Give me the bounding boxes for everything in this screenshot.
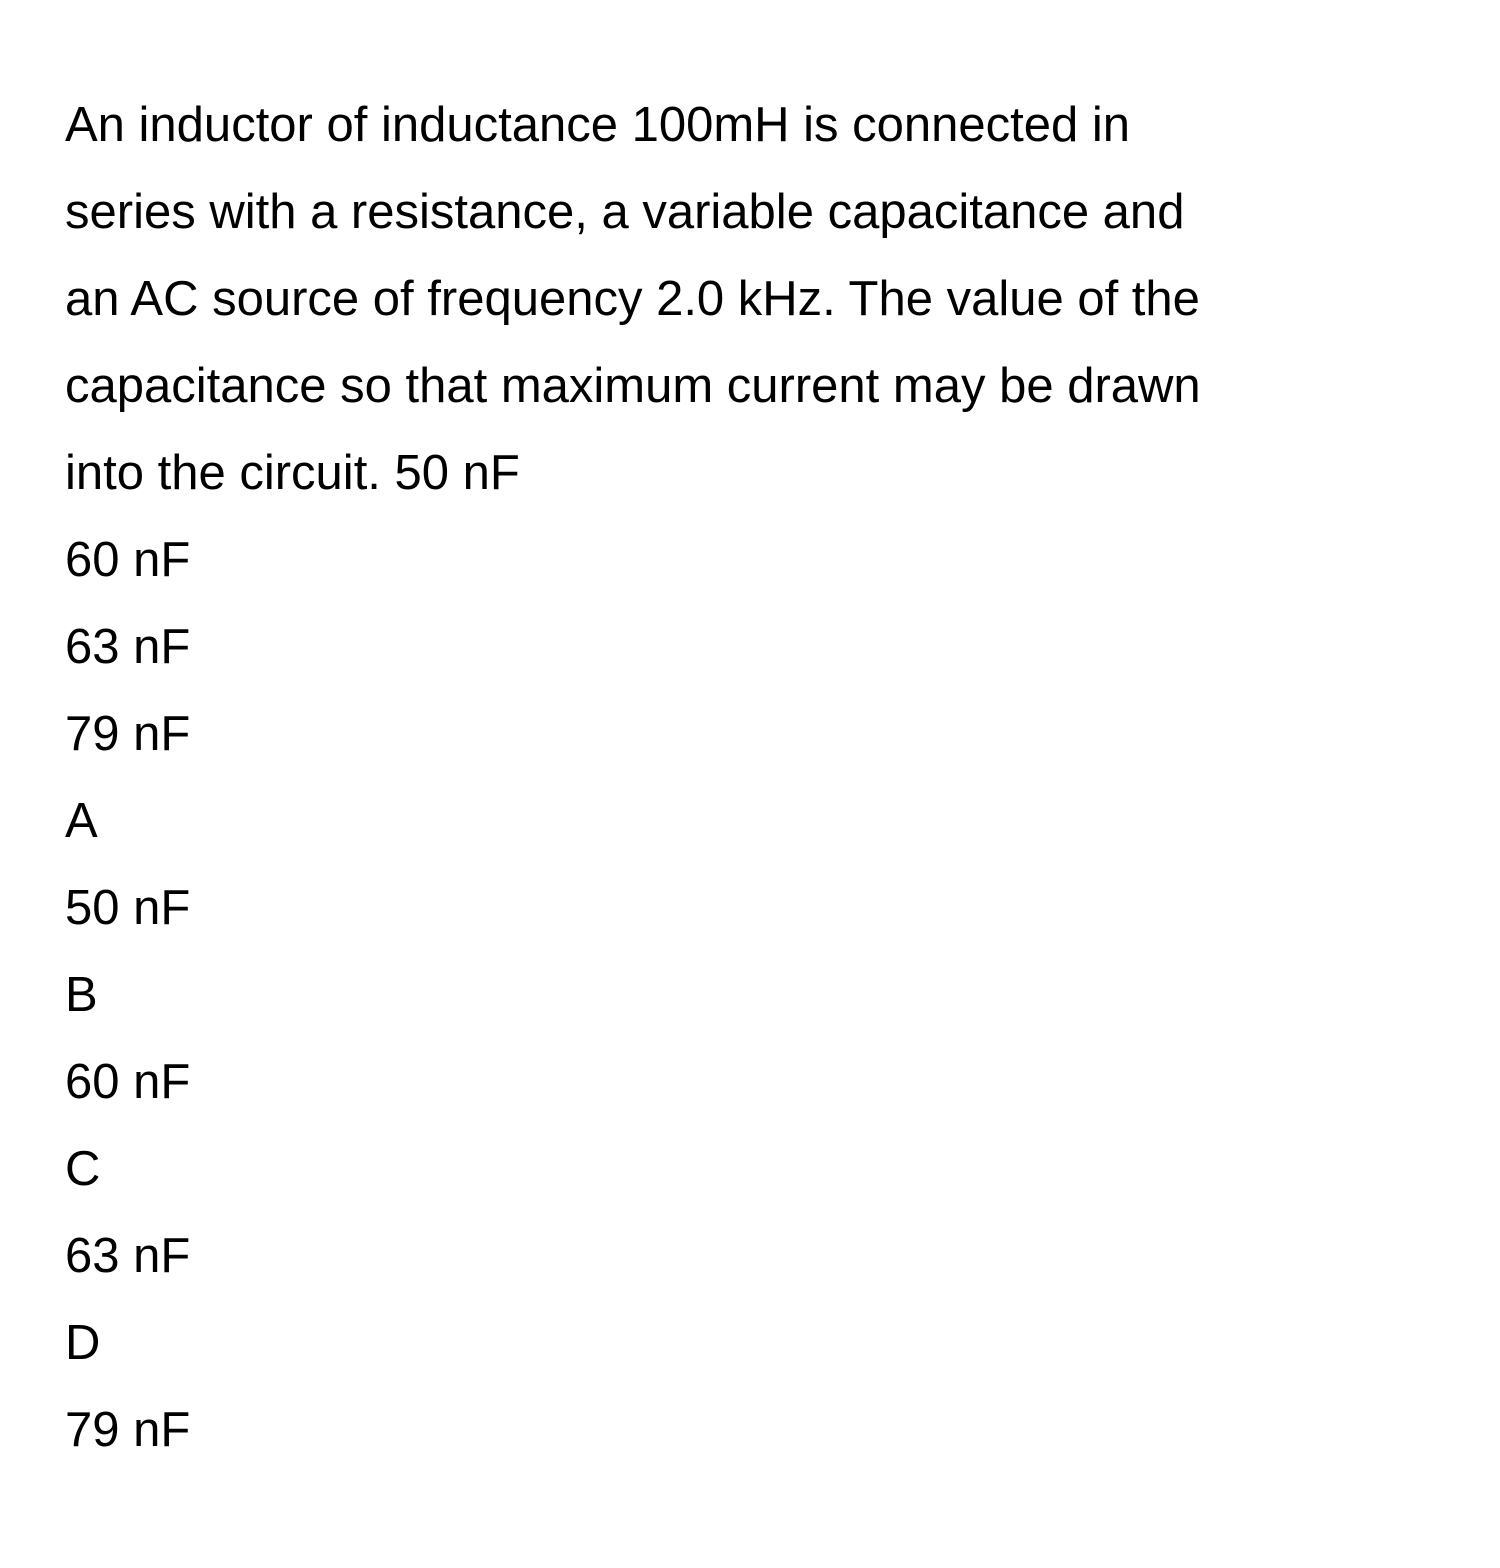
- question-document: [65, 82, 1445, 1474]
- option-b-letter: B: [65, 968, 98, 1022]
- answer-options: [65, 778, 1445, 1474]
- question-line-5: into the circuit. 50 nF: [65, 446, 520, 500]
- option-a-text: 50 nF: [65, 881, 191, 935]
- question-line-3: an AC source of frequency 2.0 kHz. The value of the: [65, 272, 1200, 326]
- option-d[interactable]: [65, 1300, 1445, 1474]
- option-a-letter: A: [65, 794, 98, 848]
- question-extra-line-3: 79 nF: [65, 707, 191, 761]
- option-c-letter: C: [65, 1142, 101, 1196]
- option-b[interactable]: [65, 952, 1445, 1126]
- option-a[interactable]: [65, 778, 1445, 952]
- option-d-letter: D: [65, 1316, 101, 1370]
- question-line-4: capacitance so that maximum current may be drawn: [65, 359, 1201, 413]
- question-extra-line-1: 60 nF: [65, 533, 191, 587]
- question-line-2: series with a resistance, a variable capacitance and: [65, 185, 1185, 239]
- option-c[interactable]: [65, 1126, 1445, 1300]
- question-line-1: An inductor of inductance 100mH is connected in: [65, 98, 1131, 152]
- option-d-text: 79 nF: [65, 1403, 191, 1457]
- question-extra-line-2: 63 nF: [65, 620, 191, 674]
- option-c-text: 63 nF: [65, 1229, 191, 1283]
- option-b-text: 60 nF: [65, 1055, 191, 1109]
- question-text: [65, 82, 1445, 778]
